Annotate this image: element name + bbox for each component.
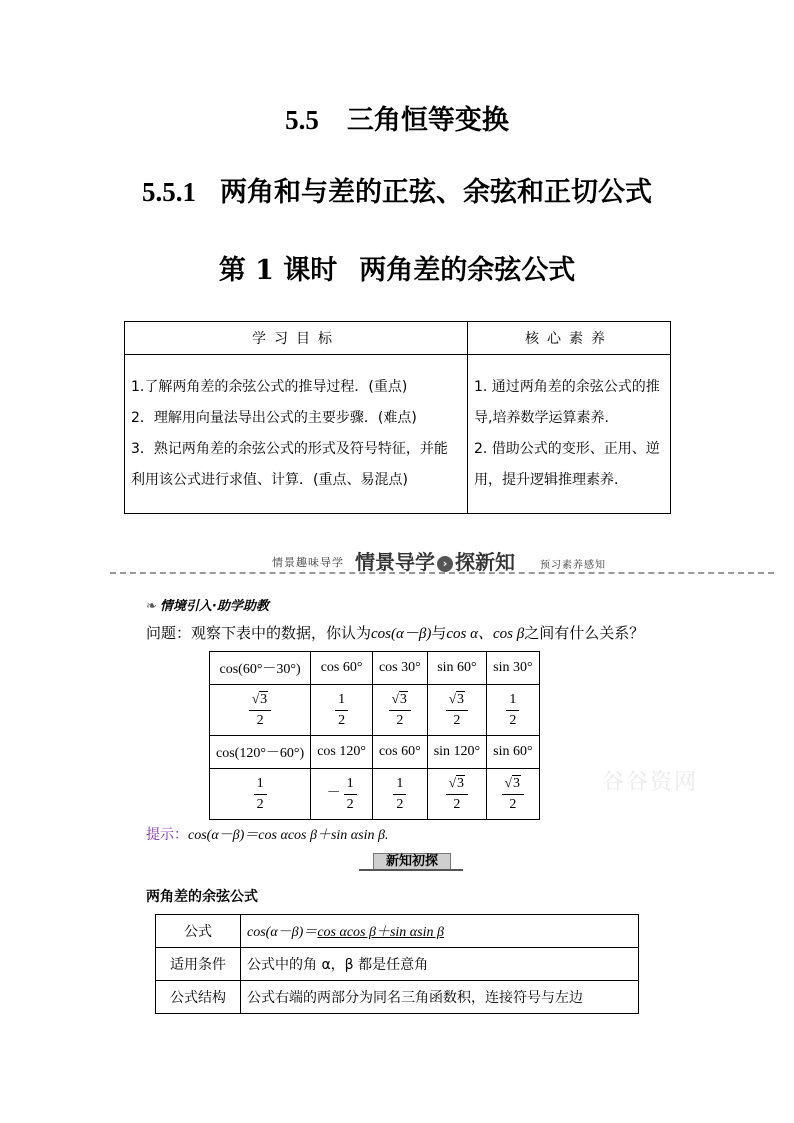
formula-lead: cos(α－β)＝ [247,925,318,940]
fraction [344,777,357,812]
table-row [156,915,639,948]
banner-main-b: 探新知 [455,550,515,574]
goal-item: 3．熟记两角差的余弦公式的形式及符号特征，并能利用该公式进行求值、计算．(重点、易混点) [131,441,448,488]
table-header-cell: sin 60° [487,736,539,769]
numerator: 1 [256,775,264,791]
denominator: 2 [338,712,346,728]
fraction [389,692,411,728]
radicand: 3 [399,692,407,707]
table-value-cell [372,769,427,820]
question-prefix: 问题：观察下表中的数据，你认为 [146,624,372,642]
lesson-number: 第 1 课时 [218,255,338,286]
hint-formula: cos(α－β)＝cos αcos β＋sin αsin β. [188,828,389,843]
subsection-title [0,170,794,209]
radicand: 3 [457,776,464,791]
fraction [254,777,267,812]
table-value-cell [427,769,486,820]
scene-heading [146,595,269,614]
denominator: 2 [256,796,264,812]
fraction [393,777,406,812]
fraction [446,692,468,728]
radicand: 3 [512,776,520,791]
table-value-cell [210,769,311,820]
section-banner [110,544,780,574]
table-header-cell: sin 60° [427,652,486,685]
row-value: 公式右端的两部分为同名三角函数积，连接符号与左边 [241,981,639,1014]
watermark: 谷谷资网 [602,770,699,795]
table-header-cell: sin 120° [427,736,486,769]
goal-item: 2．理解用向量法导出公式的主要步骤．(难点) [131,410,417,426]
table-value-cell [487,685,539,736]
table-row [210,685,540,736]
lesson-title-text: 两角差的余弦公式 [359,255,576,286]
row-value: 公式中的角 α，β 都是任意角 [241,948,639,981]
table-header-cell: cos(60°－30°) [210,652,311,685]
banner-divider [110,572,774,574]
section-title [0,98,794,137]
section-title-text: 三角恒等变换 [346,105,509,136]
table-header-cell: cos 30° [372,652,427,685]
learning-goals-cell [125,355,468,514]
section-heading: 两角差的余弦公式 [146,889,258,905]
section-number: 5.5 [285,105,319,135]
table-value-cell [487,769,539,820]
denominator: 2 [396,796,404,812]
goals-header-right: 核心素养 [468,322,671,355]
sqrt-icon: √ [252,691,260,706]
table-value-cell [372,685,427,736]
goal-item: 1.了解两角差的余弦公式的推导过程．(重点) [131,379,408,395]
core-competency-cell [468,355,671,514]
table-value-cell [311,769,373,820]
radicand: 3 [457,692,464,707]
table-row [210,652,540,685]
lesson-title [0,248,794,287]
table-row [210,736,540,769]
denominator: 2 [453,797,461,812]
row-value [241,915,639,948]
question-suffix: 之间有什么关系？ [524,624,645,642]
arrow-right-icon: › [437,556,453,572]
table-header-cell: cos 60° [311,652,373,685]
question-text [146,622,644,643]
fraction [502,776,524,812]
formula-table [155,914,639,1014]
goals-header-left: 学习目标 [125,322,468,355]
denominator: 2 [509,797,517,812]
hint [146,824,388,844]
row-key: 公式结构 [156,981,241,1014]
table-header-cell: cos 60° [372,736,427,769]
banner-main-text [355,546,515,575]
table-header-cell: sin 30° [487,652,539,685]
sqrt-icon: √ [448,775,456,790]
banner-left-text: 情景趣味导学 [272,556,344,569]
subsection-number: 5.5.1 [142,177,196,207]
sqrt-icon: √ [504,775,512,790]
denominator: 2 [453,713,461,728]
denominator: 2 [509,712,517,728]
new-knowledge-underline [359,869,463,871]
data-table [209,651,540,820]
hint-label: 提示： [146,827,188,843]
fraction [446,776,468,812]
table-row [156,981,639,1014]
minus-sign: － [326,786,341,802]
row-key: 公式 [156,915,241,948]
competency-item: 2. 借助公式的变形、正用、逆用，提升逻辑推理素养. [474,441,660,488]
banner-main-a: 情景导学 [355,550,435,574]
numerator: 1 [396,775,404,791]
banner-right-text: 预习素养感知 [540,560,606,571]
numerator: 1 [346,775,354,791]
table-row [210,769,540,820]
numerator: 1 [509,691,517,707]
denominator: 2 [346,796,354,812]
table-header-cell: cos(120°－60°) [210,736,311,769]
table-row [156,948,639,981]
new-knowledge-banner [359,853,463,871]
radicand: 3 [260,692,268,707]
formula-answer: cos αcos β＋sin αsin β [317,925,444,940]
table-value-cell [210,685,311,736]
numerator: 1 [338,691,346,707]
fraction [506,693,519,728]
leaf-icon: ❧ [146,599,157,614]
denominator: 2 [256,713,264,728]
table-value-cell [311,685,373,736]
question-expr2: cos α、cos β [446,626,525,642]
subsection-title-text: 两角和与差的正弦、余弦和正切公式 [220,177,652,208]
sqrt-icon: √ [391,691,399,706]
table-value-cell [427,685,486,736]
fraction [249,692,271,728]
competency-item: 1. 通过两角差的余弦公式的推导,培养数学运算素养. [474,379,660,426]
goals-table [124,321,671,514]
row-key: 适用条件 [156,948,241,981]
sqrt-icon: √ [448,691,456,706]
new-knowledge-label: 新知初探 [373,853,451,871]
question-expr1: cos(α－β) [371,626,432,642]
fraction [335,693,348,728]
denominator: 2 [396,713,404,728]
scene-label: 情境引入·助学助教 [159,599,269,614]
question-mid: 与 [431,624,447,642]
table-header-cell: cos 120° [311,736,373,769]
